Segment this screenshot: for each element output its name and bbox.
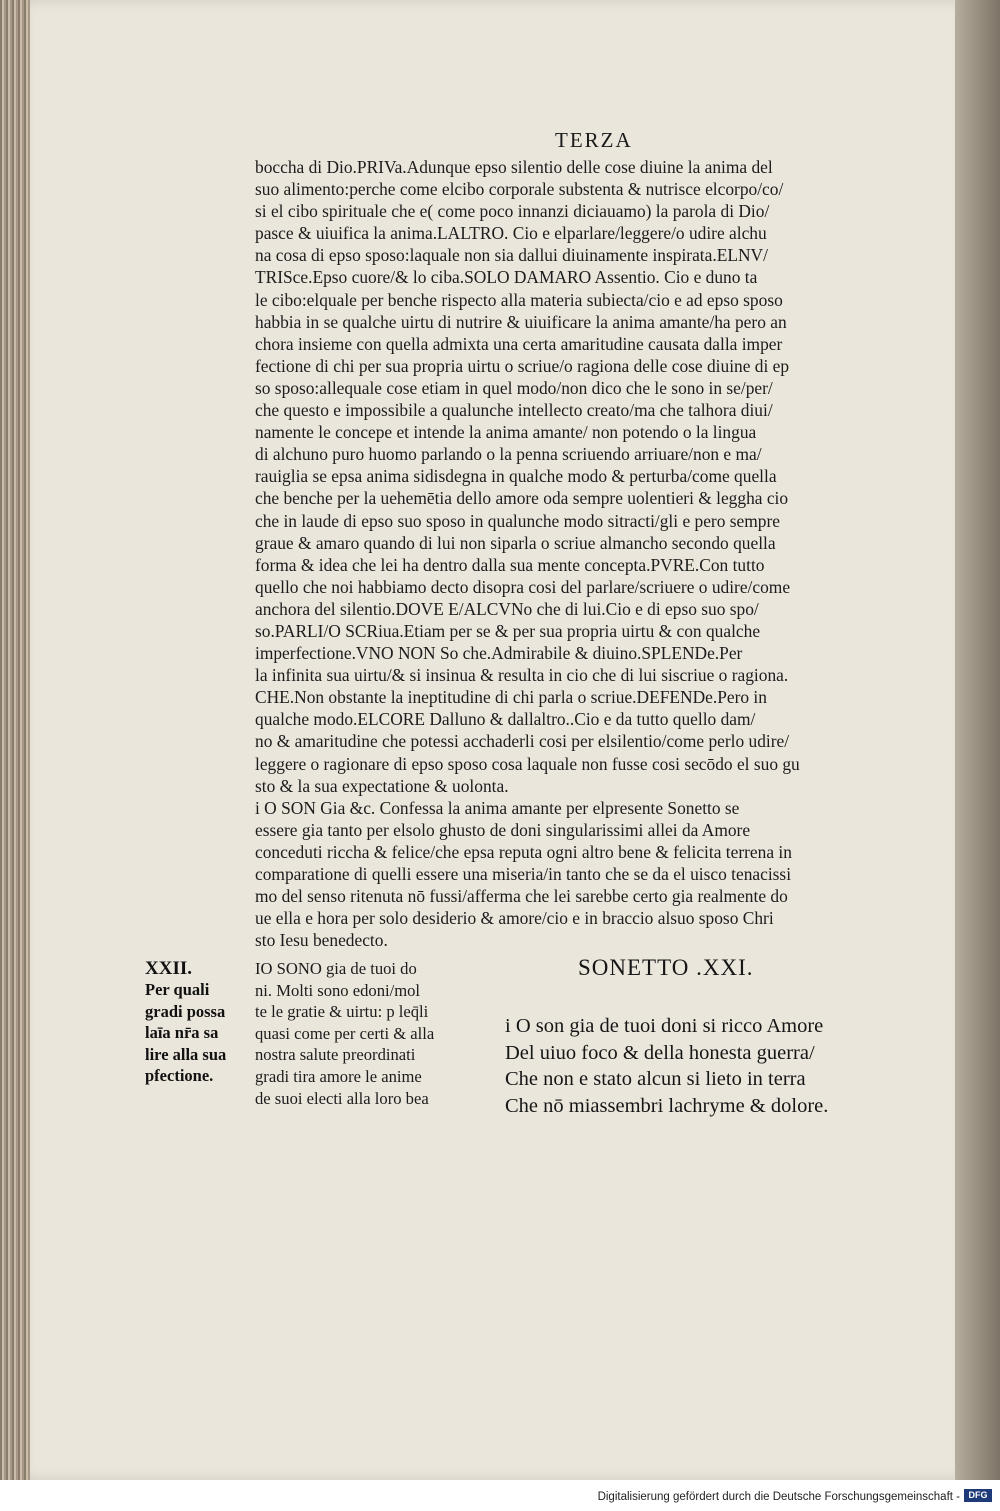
gloss-line: quasi come per certi & alla xyxy=(255,1023,435,1043)
text-line: ue ella e hora per solo desiderio & amore/cio e in braccio alsuo sposo Chri xyxy=(255,908,774,929)
text-line: che in laude di epso suo sposo in qualunche modo sitracti/gli e pero sempre xyxy=(255,510,780,531)
sonnet-verse-line: Del uiuo foco & della honesta guerra/ xyxy=(505,1041,815,1064)
text-line: chora insieme con quella admixta una certa amaritudine causata dalla imper xyxy=(255,333,783,354)
text-line: comparatione di quelli essere una miseria/in tanto che se da el uisco tenacissi xyxy=(255,864,792,884)
text-line: so sposo:allequale cose etiam in quel modo/non dico che le sono in se/per/ xyxy=(255,377,773,398)
text-line: no & amaritudine che potessi acchaderli cosi per elsilentio/come perlo udire/ xyxy=(255,731,790,752)
text-line: rauiglia se epsa anima sidisdegna in qualche modo & perturba/come quella xyxy=(255,466,777,487)
text-line: mo del senso ritenuta nō fussi/afferma che lei sarebbe certo gia realmente do xyxy=(255,886,788,907)
text-line: qualche modo.ELCORE Dalluno & dallaltro..Cio e da tutto quello dam/ xyxy=(255,709,756,730)
text-line: so.PARLI/O SCRiua.Etiam per se & per sua propria uirtu & con qualche xyxy=(255,620,761,641)
margin-note-lines xyxy=(145,979,245,1086)
margin-note-numeral: XXII. xyxy=(145,958,192,979)
gloss-line: te le gratie & uirtu: p leq̄li xyxy=(255,1002,429,1022)
text-line: fectione di chi per sua propria uirtu o scriue/o ragiona delle cose diuine di ep xyxy=(255,355,790,376)
text-line: TRISce.Epso cuore/& lo ciba.SOLO DAMARO Assentio. Cio e duno ta xyxy=(255,267,758,288)
footer-credit: Digitalisierung gefördert durch die Deutsche Forschungsgemeinschaft - xyxy=(597,1491,960,1503)
text-line: essere gia tanto per elsolo ghusto de doni singularissimi allei da Amore xyxy=(255,819,751,840)
text-line: le cibo:elquale per benche rispecto alla materia subiecta/cio e ad epso sposo xyxy=(255,289,783,310)
margin-note-line: Per quali xyxy=(145,980,210,1000)
text-line: di alchuno puro huomo parlando o la penna scriuendo arriuare/non e ma/ xyxy=(255,444,762,465)
gloss-line: de suoi electi alla loro bea xyxy=(255,1088,429,1108)
text-line: anchora del silentio.DOVE E/ALCVNo che di lui.Cio e di epso suo spo/ xyxy=(255,598,759,619)
sonnet-verse-line: Che non e stato alcun si lieto in terra xyxy=(505,1068,806,1090)
text-line: i O SON Gia &c. Confessa la anima amante per elpresente Sonetto se xyxy=(255,797,740,818)
gloss-line: ni. Molti sono edoni/mol xyxy=(255,980,421,1000)
text-line: suo alimento:perche come elcibo corporale substenta & nutrisce elcorpo/co/ xyxy=(255,179,784,200)
text-line: graue & amaro quando di lui non siparla o scriue almancho secondo quella xyxy=(255,532,776,553)
text-line: leggere o ragionare di epso sposo cosa laquale non fusse cosi secōdo el suo gu xyxy=(255,753,800,774)
gloss-line: IO SONO gia de tuoi do xyxy=(255,959,417,978)
text-line: namente le concepe et intende la anima amante/ non potendo o la lingua xyxy=(255,422,757,443)
text-line: la infinita sua uirtu/& si insinua & resulta in cio che di lui siscriue o ragiona. xyxy=(255,665,789,686)
text-line: habbia in se qualche uirtu di nutrire & uiuificare la anima amante/ha pero an xyxy=(255,311,787,332)
text-line: sto Iesu benedecto. xyxy=(255,930,388,951)
text-line: che questo e impossibile a qualunche intellecto creato/ma che talhora diui/ xyxy=(255,400,773,421)
margin-note-line: pfectione. xyxy=(145,1066,214,1086)
text-line: che benche per la uehemētia dello amore oda sempre uolentieri & leggha cio xyxy=(255,488,789,509)
text-line: CHE.Non obstante la ineptitudine di chi parla o scriue.DEFENDe.Pero in xyxy=(255,687,767,708)
gloss-line: gradi tira amore le anime xyxy=(255,1066,422,1086)
gloss-line: nostra salute preordinati xyxy=(255,1045,416,1065)
sonnet-verse-line: Che nō miassembri lachryme & dolore. xyxy=(505,1094,829,1117)
digitization-footer xyxy=(0,1480,1000,1511)
gloss-column xyxy=(255,958,490,1109)
right-gutter-shadow xyxy=(955,0,1000,1480)
text-line: pasce & uiuifica la anima.LALTRO. Cio e elparlare/leggere/o udire alchu xyxy=(255,223,767,244)
sonnet-verse-line: i O son gia de tuoi doni si ricco Amore xyxy=(505,1015,824,1037)
text-line: quello che noi habbiamo decto disopra cosi del parlare/scriuere o udire/come xyxy=(255,576,791,597)
text-line: forma & idea che lei ha dentro dalla sua mente concepta.PVRE.Con tutto xyxy=(255,554,765,575)
main-commentary-text xyxy=(255,156,945,951)
text-line: imperfectione.VNO NON So che.Admirabile & diuino.SPLENDe.Per xyxy=(255,643,743,664)
margin-note xyxy=(145,958,245,1086)
text-line: na cosa di epso sposo:laquale non sia dallui diuinamente inspirata.ELNV/ xyxy=(255,245,768,266)
margin-note-line: gradi possa xyxy=(145,1001,226,1021)
sonnet-title: SONETTO .XXI. xyxy=(578,955,754,980)
text-line: boccha di Dio.PRIVa.Adunque epso silentio delle cose diuine la anima del xyxy=(255,157,773,177)
margin-note-line: laīa nr̄a sa xyxy=(145,1023,219,1043)
margin-note-line: lire alla sua xyxy=(145,1044,227,1064)
running-head: TERZA xyxy=(555,128,633,152)
text-line: sto & la sua expectatione & uolonta. xyxy=(255,775,509,796)
sonnet-verses xyxy=(505,1013,925,1119)
dfg-logo: DFG xyxy=(964,1489,992,1502)
text-line: conceduti riccha & felice/che epsa reputa ogni altro bene & felicita terrena in xyxy=(255,841,792,862)
text-line: si el cibo spirituale che e( come poco innanzi diciauamo) la parola di Dio/ xyxy=(255,201,770,222)
